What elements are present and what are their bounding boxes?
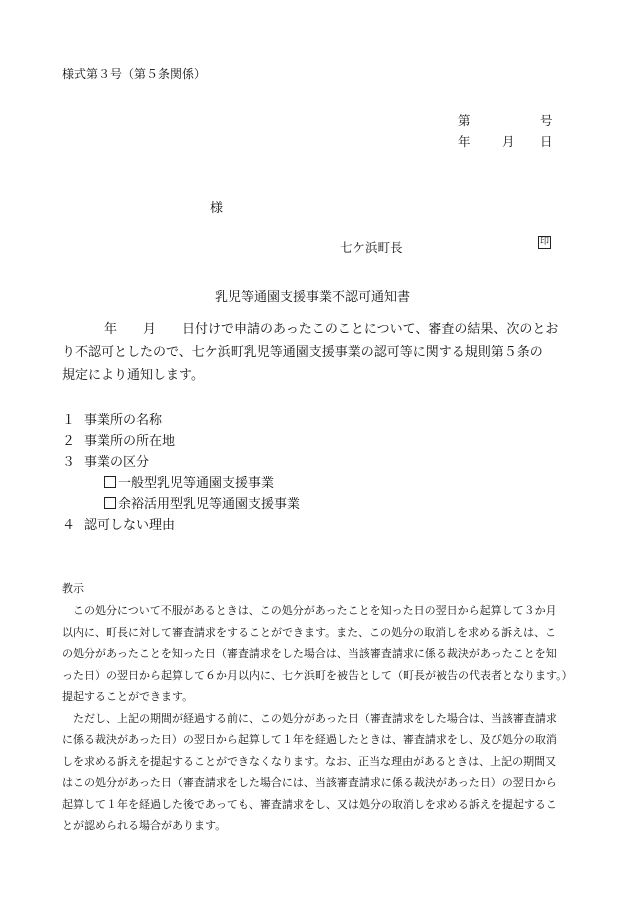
notice-line: の処分があったことを知った日（審査請求をした場合は、当該審査請求に係る裁決があったことを知: [62, 647, 557, 660]
form-label: 様式第３号（第５条関係）: [62, 67, 207, 81]
item-number: １: [62, 413, 76, 428]
notice-text: [62, 600, 582, 837]
issuer-name: 七ケ浜町長: [340, 240, 403, 255]
list-item: [62, 431, 300, 452]
document-title: 乳児等通園支援事業不認可通知書: [215, 290, 411, 305]
notice-line: った日）の翌日から起算して６か月以内に、七ケ浜町を被告として（町長が被告の代表者となります。）: [62, 668, 573, 682]
body-line-1: [62, 318, 582, 341]
item-label: 事業の区分: [84, 455, 150, 470]
seal-mark: 印: [539, 237, 549, 247]
category-option: [62, 494, 300, 515]
notice-line: はこの処分があった日（審査請求をした場合には、当該審査請求に係る裁決があった日）の翌日から: [62, 776, 557, 789]
body-year-label: 年: [104, 322, 118, 337]
list-item: [62, 452, 300, 473]
notice-line: に係る裁決があった日）の翌日から起算して１年を経過したときは、審査請求をし、及び処分の取消: [62, 733, 557, 746]
item-number: ４: [62, 518, 76, 533]
body-paragraph: [62, 318, 582, 387]
addressee-suffix: 様: [210, 201, 224, 216]
body-line-3: 規定により通知します。: [62, 368, 204, 383]
category-option: [62, 473, 300, 494]
item-number: ２: [62, 434, 76, 449]
date-year-label: 年: [458, 134, 471, 149]
list-item: [62, 410, 300, 431]
item-number: ３: [62, 455, 76, 470]
item-label: 認可しない理由: [84, 518, 176, 533]
notice-line: しを求める訴えを提起することができなくなります。なお、正当な理由があるときは、上記の期間又: [62, 754, 557, 768]
notice-line: ただし、上記の期間が経過する前に、この処分があった日（審査請求をした場合は、当該審査請求: [62, 711, 557, 725]
doc-number-prefix: 第: [458, 113, 471, 128]
item-list: [62, 410, 300, 536]
checkbox-icon: [104, 476, 116, 488]
date-month-label: 月: [502, 134, 515, 149]
notice-line: とが認められる場合があります。: [62, 819, 227, 832]
notice-line: 以内に、町長に対して審査請求をすることができます。また、この処分の取消しを求める訴えは、こ: [62, 625, 557, 639]
body-month-label: 月: [143, 322, 157, 337]
checkbox-icon: [104, 497, 116, 509]
item-label: 事業所の名称: [84, 413, 163, 428]
notice-line: この処分について不服があるときは、この処分があったことを知った日の翌日から起算して３か月: [62, 604, 557, 617]
item-label: 事業所の所在地: [84, 434, 176, 449]
list-item: [62, 515, 300, 536]
body-line-1-text: 日付けで申請のあったこのことについて、審査の結果、次のとお: [182, 322, 559, 337]
date-day-label: 日: [540, 134, 553, 149]
notice-line: 提起することができます。: [62, 690, 194, 703]
notice-line: 起算して１年を経過した後であっても、審査請求をし、又は処分の取消しを求める訴えを提起するこ: [62, 797, 557, 811]
body-line-2: り不認可としたので、七ケ浜町乳児等通園支援事業の認可等に関する規則第５条の: [62, 345, 543, 360]
notice-heading: 教示: [62, 582, 84, 595]
category-option-label: 一般型乳児等通園支援事業: [118, 476, 275, 491]
doc-number-suffix: 号: [540, 113, 553, 128]
category-option-label: 余裕活用型乳児等通園支援事業: [118, 497, 301, 512]
